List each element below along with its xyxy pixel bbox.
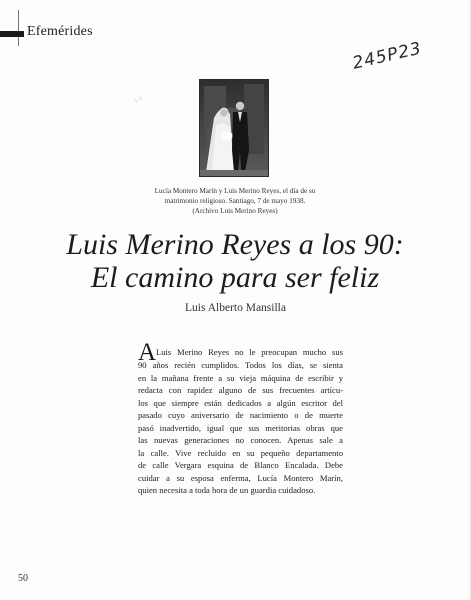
wedding-photo-icon [199, 79, 269, 177]
body-line: pasado cuyo aniversario de nacimiento o de muerte [138, 410, 343, 421]
section-bar [0, 31, 24, 37]
title-line: El camino para ser feliz [90, 261, 380, 294]
body-line: los que siempre están dedicados a algún escritor del [138, 397, 343, 408]
section-title: Efemérides [27, 24, 93, 39]
body-line: cuidar a su esposa enferma, Lucía Montero Marín, [138, 472, 343, 483]
title-line: Luis Merino Reyes a los 90: [66, 228, 404, 261]
body-line: redacta con rapidez alguno de sus frecuentes artícu- [138, 385, 343, 396]
drop-cap: A [138, 339, 157, 366]
body-line: la calle. Vive recluido en su pequeño departamento [138, 447, 343, 458]
body-line: 90 años recién cumplidos. Todos los días, se sienta [138, 360, 343, 370]
body-line: de calle Vergara esquina de Blanco Encalada. Debe [138, 460, 343, 471]
caption-line: matrimonio religioso. Santiago, 7 de mayo 1938. [164, 197, 306, 205]
article-title [40, 228, 430, 294]
body-line: las nuevas generaciones no conocen. Apenas sale a [138, 435, 343, 446]
caption-line: Lucía Montero Marín y Luis Merino Reyes, el día de su [154, 187, 316, 195]
page-number: 50 [18, 573, 28, 584]
caption-line: (Archivo Luis Merino Reyes) [192, 207, 278, 215]
article-body [138, 359, 343, 497]
section-rule-vertical [18, 10, 19, 46]
faint-stamp-mark: ᛃᛃ [131, 93, 146, 107]
body-line: pasó inadvertido, igual que sus meritorias obras que [138, 422, 343, 433]
article-author: Luis Alberto Mansilla [185, 302, 286, 314]
handwritten-catalog-number: 245P23 [350, 38, 424, 74]
body-line: quien necesita a toda hora de un guardia cuidadoso. [138, 485, 316, 496]
body-line: en la mañana frente a su vieja máquina de escribir y [138, 372, 343, 383]
photo-caption [145, 186, 325, 216]
body-first-line: Luis Merino Reyes no le preocupan mucho sus [156, 347, 343, 357]
